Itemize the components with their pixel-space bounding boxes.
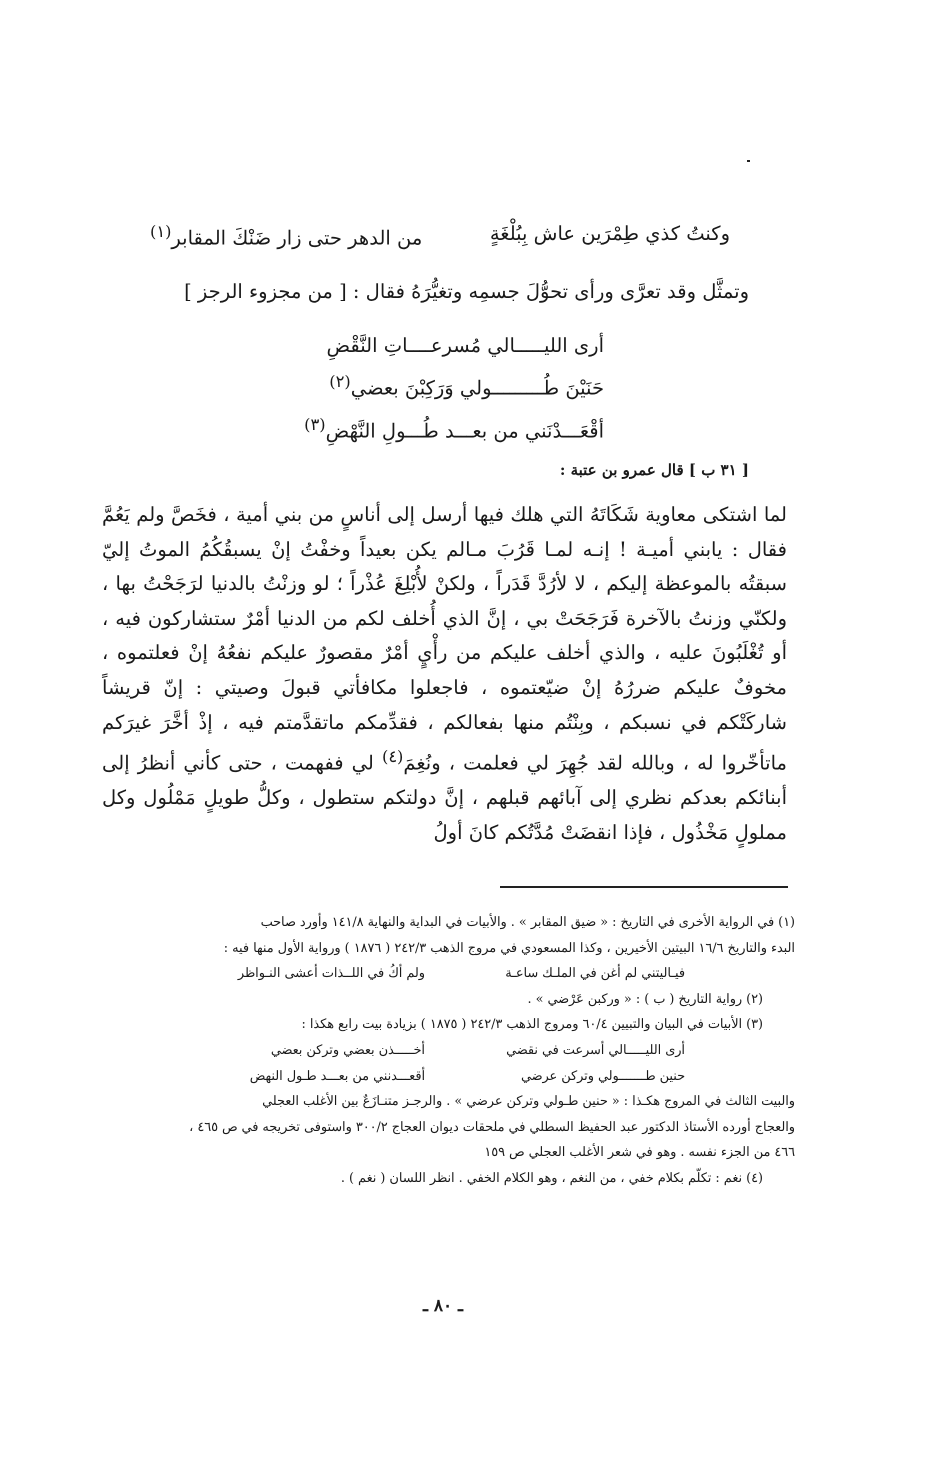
stray-mark bbox=[747, 160, 750, 162]
footnote-3: (٣) الأبيات في البيان والتبيين ٦٠/٤ ومروج الذهب ٢٤٢/٣ ( ١٨٧٥ ) بزيادة بيت رابع هكذا : bbox=[301, 1017, 763, 1033]
rajaz-line-2: حَنَيْنَ طُـــــــــولي وَرَكِبْنَ بعضي$^{(٢)}$ bbox=[329, 372, 604, 400]
section-heading: [ ٣١ ب ] قال عمرو بن عتبة : bbox=[559, 461, 749, 479]
footnote-1-verse: فيـاليتني لم أغن في الملـك ساعـة ولم أكُ في اللــذات أعشى النـواظر bbox=[237, 966, 685, 982]
verse-couplet bbox=[150, 222, 730, 258]
verse-second-hemistich: من الدهر حتى زار ضَنْكَ المقابر$^{(١)}$ bbox=[150, 222, 423, 250]
footnote-mark-3: (٣) bbox=[304, 414, 326, 434]
footnote-3-verse-2: حنين طـــــــولي وتركن عرضي أقعـــدنني من بعـــد طـول النهض bbox=[249, 1068, 685, 1084]
footnote-mark-1: (١) bbox=[150, 222, 172, 241]
rajaz-poem bbox=[304, 328, 604, 449]
footnote-3-verse-1: أرى الليـــــالي أسرعت في نقضي أخـــــذن بعضي وتركن بعضي bbox=[270, 1042, 685, 1058]
footnote-2: (٢) رواية التاريخ ( ب ) : « وركبن عَرْضي » . bbox=[527, 991, 763, 1007]
footnote-4: (٤) نغم : تكلّم بكلام خفي ، من النغم ، وهو الكلام الخفي . انظر اللسان ( نغم ) . bbox=[340, 1170, 763, 1186]
rajaz-line-3: أقْعَـــدْنَني من بعـــد طُـــولِ النَّهْضِ$^{(٣)}$ bbox=[304, 414, 604, 442]
footnote-mark-2: (٢) bbox=[329, 372, 351, 391]
footnote-1-line-2: البدء والتاريخ ١٦/٦ البيتين الأخيرين ، وكذا المسعودي في مروج الذهب ٢٤٢/٣ ( ١٨٧٦ ) ورواية الأول منها فيه : bbox=[223, 940, 795, 956]
footnote-3-continuation-3: ٤٦٦ من الجزء نفسه . وهو في شعر الأغلب العجلي ص ١٥٩ bbox=[484, 1145, 795, 1161]
footnote-divider bbox=[500, 886, 788, 888]
verse-first-hemistich: وكنتُ كذي طِمْرَين عاش بِبُلْغَةٍ bbox=[489, 222, 730, 245]
footnotes bbox=[95, 910, 795, 1192]
footnote-3-continuation-2: والعجاج أورده الأستاذ الدكتور عبد الحفيظ السطلي في ملحقات ديوان العجاج ٣٠٠/٢ واستوفى تخريجه في ص ٤٦٥ ، bbox=[189, 1119, 795, 1135]
footnote-1-line-1: (١) في الرواية الأخرى في التاريخ : « ضيق المقابر » . والأبيات في البداية والنهاية ١٤١/٨ وأورد صاحب bbox=[260, 915, 795, 930]
body-paragraph: لما اشتكى معاوية شَكَاتَهُ التي هلك فيها أرسل إلى أناسٍ من بني أمية ، فخَصَّ ولم يَعُمَّ فقال : يابني أميـة ! إنـه لمـا قَرُبَ مـالم يكن بعيداً وخفْتُ إنْ يسبقُكُمُ الموتُ إليّ سبقتُه بالموعظة إليكم ، لا لأرُدَّ قَدَراً ، ولكنْ لأُبْلِغَ عُذْراً ؛ لو وزنْتُ بالدنيا لرَجَحْتُ بها ، ولكنّي وزنتُ بالآخرة فَرَجَحَتْ بي ، إنَّ الذي أُخلف لكم من الدنيا أمْرٌ ستشاركون فيه ، أو تُغْلَبُونَ عليه ، والذي أخلف عليكم من رأْيٍ أمْرٌ مقصورٌ عليكم نفعُهُ إنْ فعلتموه ، مخوفٌ عليكم ضررُهُ إنْ ضيّعتموه ، فاجعلوا مكافأتي قبولَ وصيتي : إنّ قريشاً شاركَتْكم في نسبكم ، وبِنْتُم منها بفعالكم ، فقدِّمكم ماتقدَّمتم فيه ، إذْ أخَّرَ غيرَكم ماتأخّروا له ، وبالله لقد جُهِرَ لي فعلمت ، ونُغِمَ$^{(٤)}$ لي ففهمت ، حتى كأني أنظرُ إلى أبنائكم بعدكم نظري إلى آبائهم قبلهم ، إنَّ دولتكم ستطول ، وكلُّ طويلٍ مَمْلُول وكل مملولٍ مَخْذُول ، فإذا انقضَتْ مُدَّتُكم كانَ أولُ bbox=[102, 503, 788, 844]
page-number: ـ ٨٠ ـ bbox=[422, 1296, 464, 1316]
rajaz-line-1: أرى الليـــــالي مُسرعــــاتِ النَّقْضِ bbox=[326, 334, 604, 357]
footnote-mark-4: (٤) bbox=[381, 747, 404, 767]
rajaz-intro: وتمثَّل وقد تعرَّى ورأى تحوُّلَ جسمِه وتغيُّرَهُ فقال : [ من مجزوء الرجز ] bbox=[184, 280, 749, 303]
footnote-3-continuation-1: والبيت الثالث في المروج هكـذا : « حنين طـولي وتركن عرضي » . والرجـز متنـازَعٌ بين الأغلب العجلي bbox=[262, 1094, 795, 1110]
